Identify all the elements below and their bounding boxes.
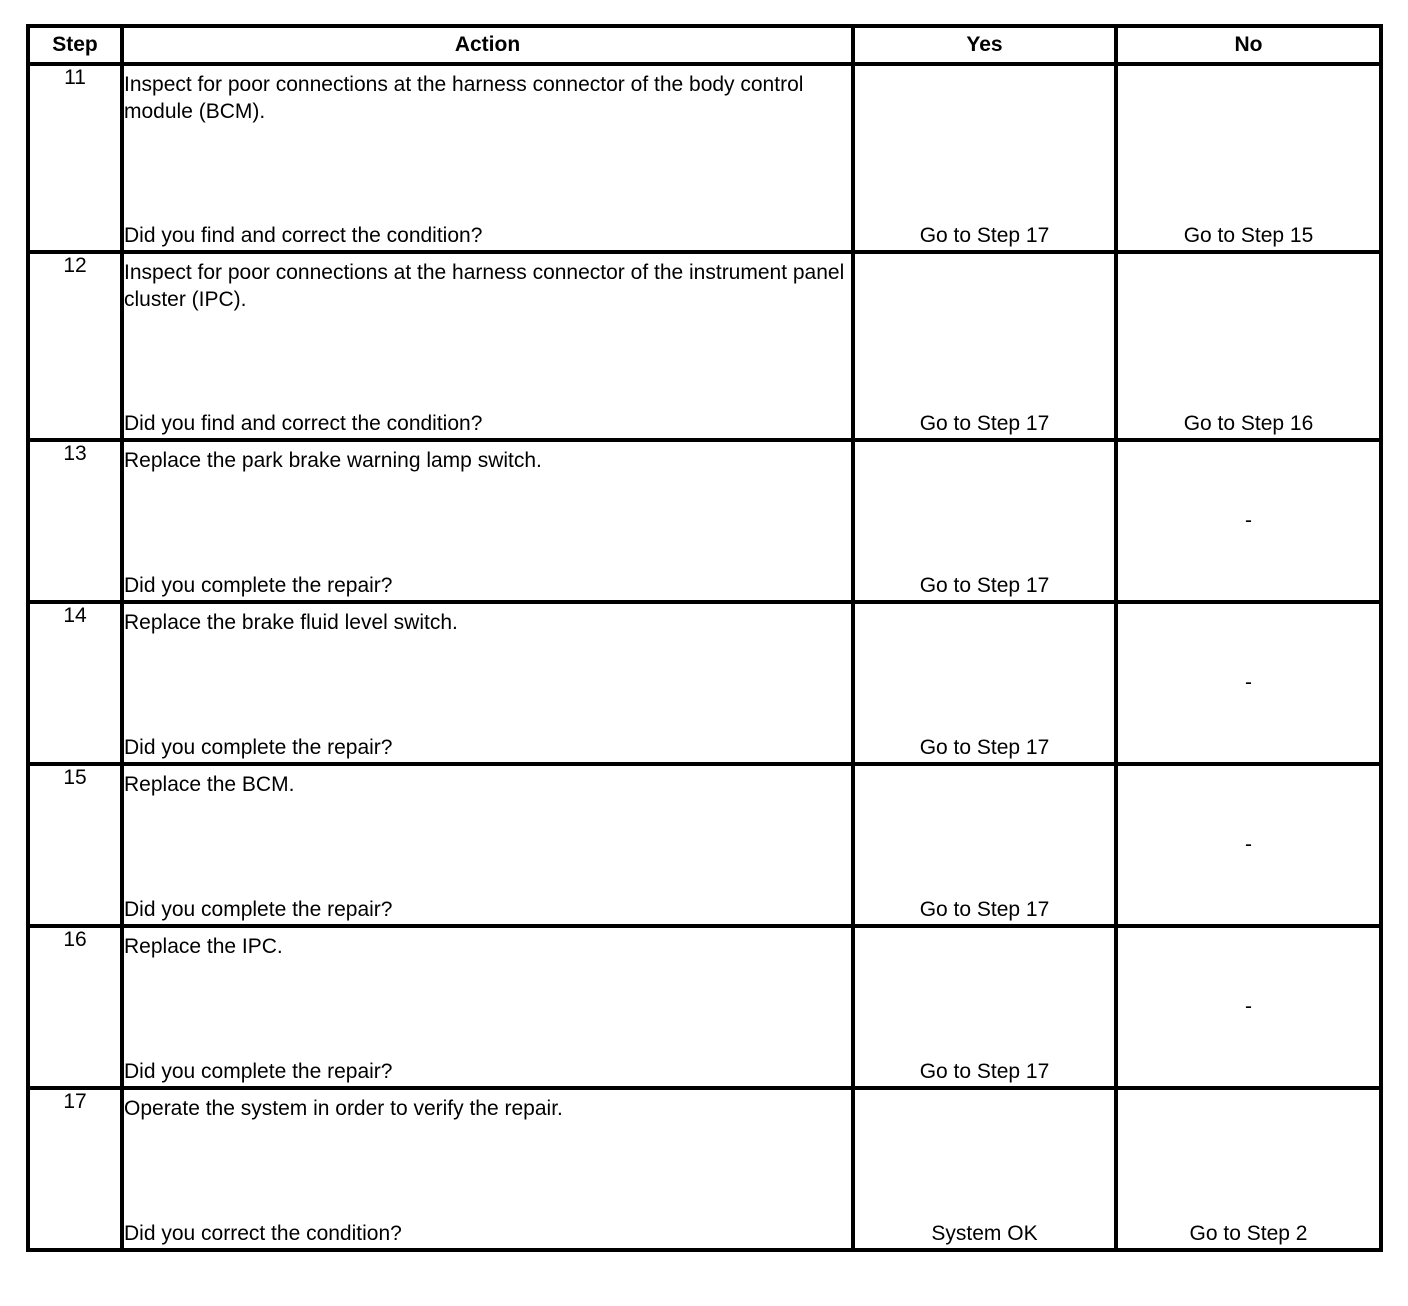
action-instruction: Replace the IPC. — [124, 935, 283, 958]
action-question: Did you complete the repair? — [124, 898, 393, 921]
action-instruction: Operate the system in order to verify the repair. — [124, 1097, 563, 1120]
yes-cell — [853, 252, 1116, 440]
header-row — [28, 26, 1381, 64]
no-result: - — [1245, 509, 1252, 532]
step-number: 12 — [28, 252, 122, 440]
action-cell — [122, 602, 853, 764]
yes-result: Go to Step 17 — [919, 1060, 1050, 1083]
step-number: 13 — [28, 440, 122, 602]
action-question: Did you complete the repair? — [124, 574, 393, 597]
no-result: Go to Step 2 — [1189, 1222, 1308, 1245]
action-cell — [122, 440, 853, 602]
action-question: Did you correct the condition? — [124, 1222, 402, 1245]
action-cell — [122, 1088, 853, 1250]
action-cell — [122, 764, 853, 926]
yes-result: Go to Step 17 — [919, 224, 1050, 247]
no-cell — [1116, 252, 1381, 440]
no-result: Go to Step 16 — [1183, 412, 1314, 435]
no-cell — [1116, 1088, 1381, 1250]
table-row — [28, 252, 1381, 440]
action-question: Did you find and correct the condition? — [124, 224, 483, 247]
yes-result: Go to Step 17 — [919, 574, 1050, 597]
step-number: 17 — [28, 1088, 122, 1250]
action-instruction: Replace the brake fluid level switch. — [124, 611, 458, 634]
header-step: Step — [28, 26, 122, 64]
yes-cell — [853, 1088, 1116, 1250]
step-number: 16 — [28, 926, 122, 1088]
yes-result: Go to Step 17 — [919, 898, 1050, 921]
no-cell — [1116, 64, 1381, 252]
no-cell — [1116, 926, 1381, 1088]
action-cell — [122, 252, 853, 440]
action-instruction: Replace the park brake warning lamp switch. — [124, 449, 542, 472]
header-no: No — [1116, 26, 1381, 64]
action-question: Did you find and correct the condition? — [124, 412, 483, 435]
step-number: 11 — [28, 64, 122, 252]
yes-cell — [853, 764, 1116, 926]
table-row — [28, 440, 1381, 602]
no-result: - — [1245, 833, 1252, 856]
no-result: - — [1245, 671, 1252, 694]
yes-result: Go to Step 17 — [919, 412, 1050, 435]
no-cell — [1116, 764, 1381, 926]
no-result: - — [1245, 995, 1252, 1018]
action-cell — [122, 926, 853, 1088]
action-cell — [122, 64, 853, 252]
table-row — [28, 1088, 1381, 1250]
table-row — [28, 64, 1381, 252]
header-yes: Yes — [853, 26, 1116, 64]
yes-cell — [853, 64, 1116, 252]
action-question: Did you complete the repair? — [124, 736, 393, 759]
action-instruction: Replace the BCM. — [124, 773, 295, 796]
yes-result: Go to Step 17 — [919, 736, 1050, 759]
action-instruction: Inspect for poor connections at the harness connector of the body control module (BCM). — [124, 73, 804, 123]
table-row — [28, 926, 1381, 1088]
yes-result: System OK — [931, 1222, 1038, 1245]
action-instruction: Inspect for poor connections at the harness connector of the instrument panel cluster (IPC). — [124, 261, 845, 311]
diagnostic-table — [26, 24, 1383, 1252]
yes-cell — [853, 926, 1116, 1088]
action-question: Did you complete the repair? — [124, 1060, 393, 1083]
table-row — [28, 764, 1381, 926]
yes-cell — [853, 602, 1116, 764]
table-row — [28, 602, 1381, 764]
no-result: Go to Step 15 — [1183, 224, 1314, 247]
step-number: 14 — [28, 602, 122, 764]
yes-cell — [853, 440, 1116, 602]
no-cell — [1116, 440, 1381, 602]
no-cell — [1116, 602, 1381, 764]
step-number: 15 — [28, 764, 122, 926]
header-action: Action — [122, 26, 853, 64]
